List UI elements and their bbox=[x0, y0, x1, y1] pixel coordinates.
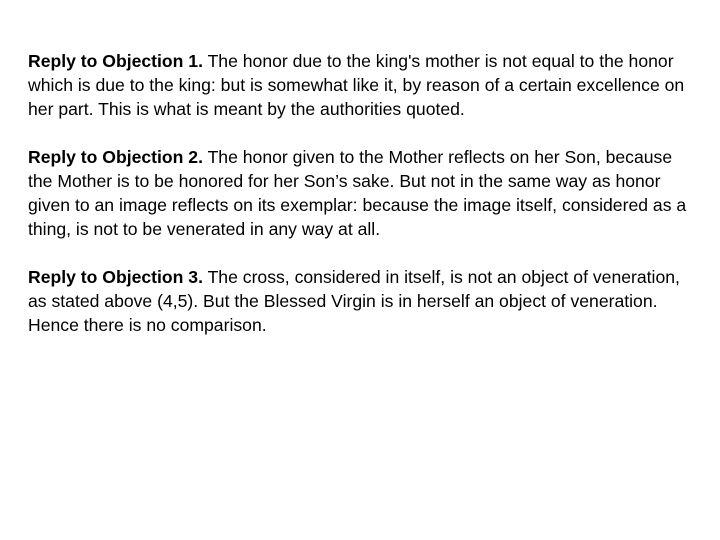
reply-objection-3-heading: Reply to Objection 3. bbox=[28, 267, 203, 287]
document-page bbox=[28, 49, 698, 337]
reply-objection-2-heading: Reply to Objection 2. bbox=[28, 147, 203, 167]
reply-objection-1-heading: Reply to Objection 1. bbox=[28, 51, 203, 71]
reply-objection-2-body: The honor given to the Mother reflects on her Son, because the Mother is to be honored for her Son’s sake. But not in the same way as honor given to an image reflects on its exemplar: because the image itself, considered as a thing, is not to be venerated in any way at all. bbox=[28, 147, 687, 239]
reply-objection-1-paragraph bbox=[28, 49, 698, 121]
reply-objection-3-paragraph bbox=[28, 265, 698, 337]
reply-objection-1-body: The honor due to the king's mother is not equal to the honor which is due to the king: but is somewhat like it, by reason of a certain excellence on her part. This is what is meant by the authorities quoted. bbox=[28, 51, 685, 119]
reply-objection-2-paragraph bbox=[28, 145, 698, 241]
reply-objection-3-body: The cross, considered in itself, is not an object of veneration, as stated above (4,5). But the Blessed Virgin is in herself an object of veneration. Hence there is no comparison. bbox=[28, 267, 680, 335]
